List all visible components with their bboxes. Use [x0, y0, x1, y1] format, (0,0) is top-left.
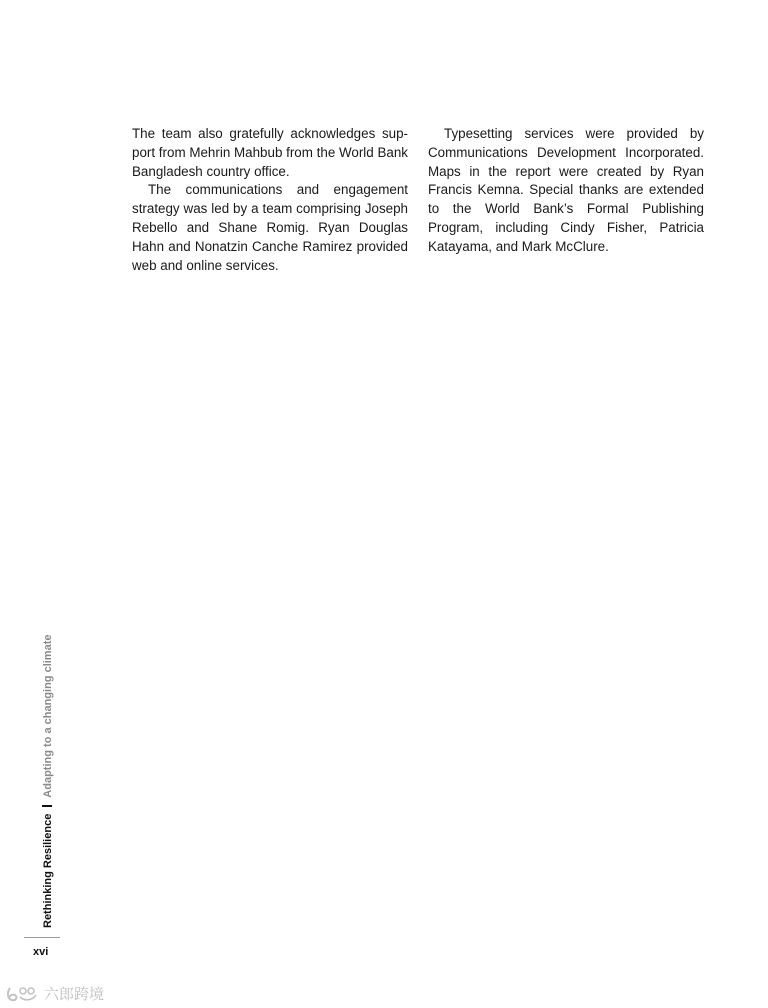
watermark [6, 983, 104, 1004]
separator-bar [42, 805, 52, 807]
page-number: xvi [33, 946, 49, 958]
book-title: Rethinking Resilience [42, 813, 54, 928]
left-text-column [132, 125, 408, 275]
paragraph: Typesetting services were provided by Communications Development Incorporated. Maps in the report were created by Ryan Francis Kemna. Special thanks are extended to the World Bank’s Formal Publishing Program, including Cindy Fisher, Patricia Katayama, and Mark McClure. [428, 126, 704, 254]
paragraph: The communications and engagement strategy was led by a team comprising Joseph Rebello and Shane Romig. Ryan Douglas Hahn and Nonatzin Canche Ramirez provided web and online services. [132, 182, 408, 273]
right-text-column [428, 125, 704, 257]
running-head [42, 635, 55, 929]
six-logo-icon [6, 985, 40, 1003]
book-subtitle: Adapting to a changing climate [42, 634, 54, 798]
folio-rule [24, 937, 60, 938]
watermark-text: 六郎跨境 [44, 986, 105, 1003]
paragraph: The team also gratefully acknowledges support from Mehrin Mahbub from the World Bank Bangladesh country office. [132, 126, 408, 179]
